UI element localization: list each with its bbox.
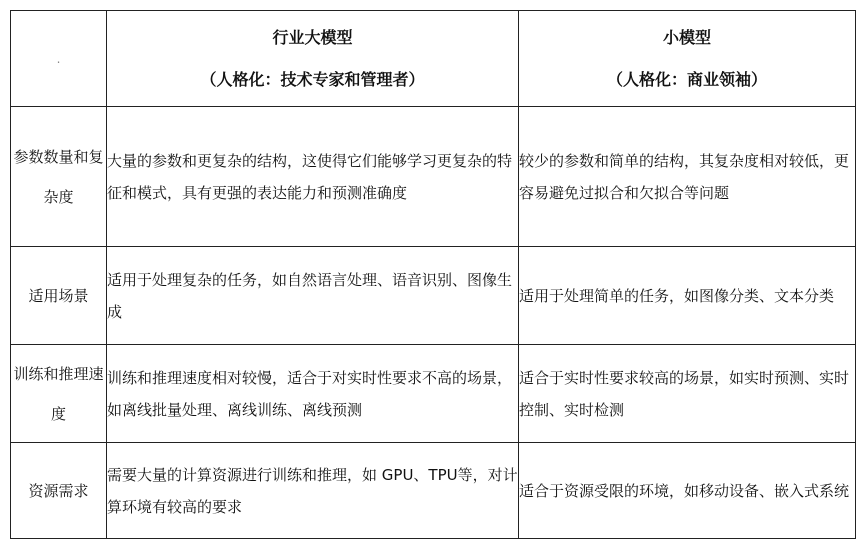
- row-label: 适用场景: [11, 247, 107, 345]
- header-large-model: [107, 11, 519, 107]
- table-row: [11, 443, 856, 539]
- row-label: 参数数量和复杂度: [11, 107, 107, 247]
- header-small-model: [519, 11, 856, 107]
- table-row: [11, 345, 856, 443]
- row-label: 训练和推理速度: [11, 345, 107, 443]
- large-model-cell: 大量的参数和更复杂的结构，这使得它们能够学习更复杂的特征和模式，具有更强的表达能力和预测准确度: [107, 107, 519, 247]
- small-model-cell: 较少的参数和简单的结构，其复杂度相对较低，更容易避免过拟合和欠拟合等问题: [519, 107, 856, 247]
- table-row: [11, 107, 856, 247]
- header-large-title: 行业大模型: [272, 27, 353, 47]
- row-label: 资源需求: [11, 443, 107, 539]
- small-model-cell: 适合于资源受限的环境，如移动设备、嵌入式系统: [519, 443, 856, 539]
- header-small-title: 小模型: [662, 27, 711, 47]
- header-large-subtitle: （人格化：技术专家和管理者）: [200, 69, 425, 89]
- large-model-cell: 需要大量的计算资源进行训练和推理，如 GPU、TPU等，对计算环境有较高的要求: [107, 443, 519, 539]
- header-row: [11, 11, 856, 107]
- small-model-cell: 适用于处理简单的任务，如图像分类、文本分类: [519, 247, 856, 345]
- corner-cell: [11, 11, 107, 107]
- comparison-table: [10, 10, 856, 539]
- large-model-cell: 适用于处理复杂的任务，如自然语言处理、语音识别、图像生成: [107, 247, 519, 345]
- small-model-cell: 适合于实时性要求较高的场景，如实时预测、实时控制、实时检测: [519, 345, 856, 443]
- header-small-subtitle: （人格化：商业领袖）: [606, 69, 767, 89]
- table-row: [11, 247, 856, 345]
- large-model-cell: 训练和推理速度相对较慢，适合于对实时性要求不高的场景，如离线批量处理、离线训练、离线预测: [107, 345, 519, 443]
- corner-mark: .: [56, 51, 61, 66]
